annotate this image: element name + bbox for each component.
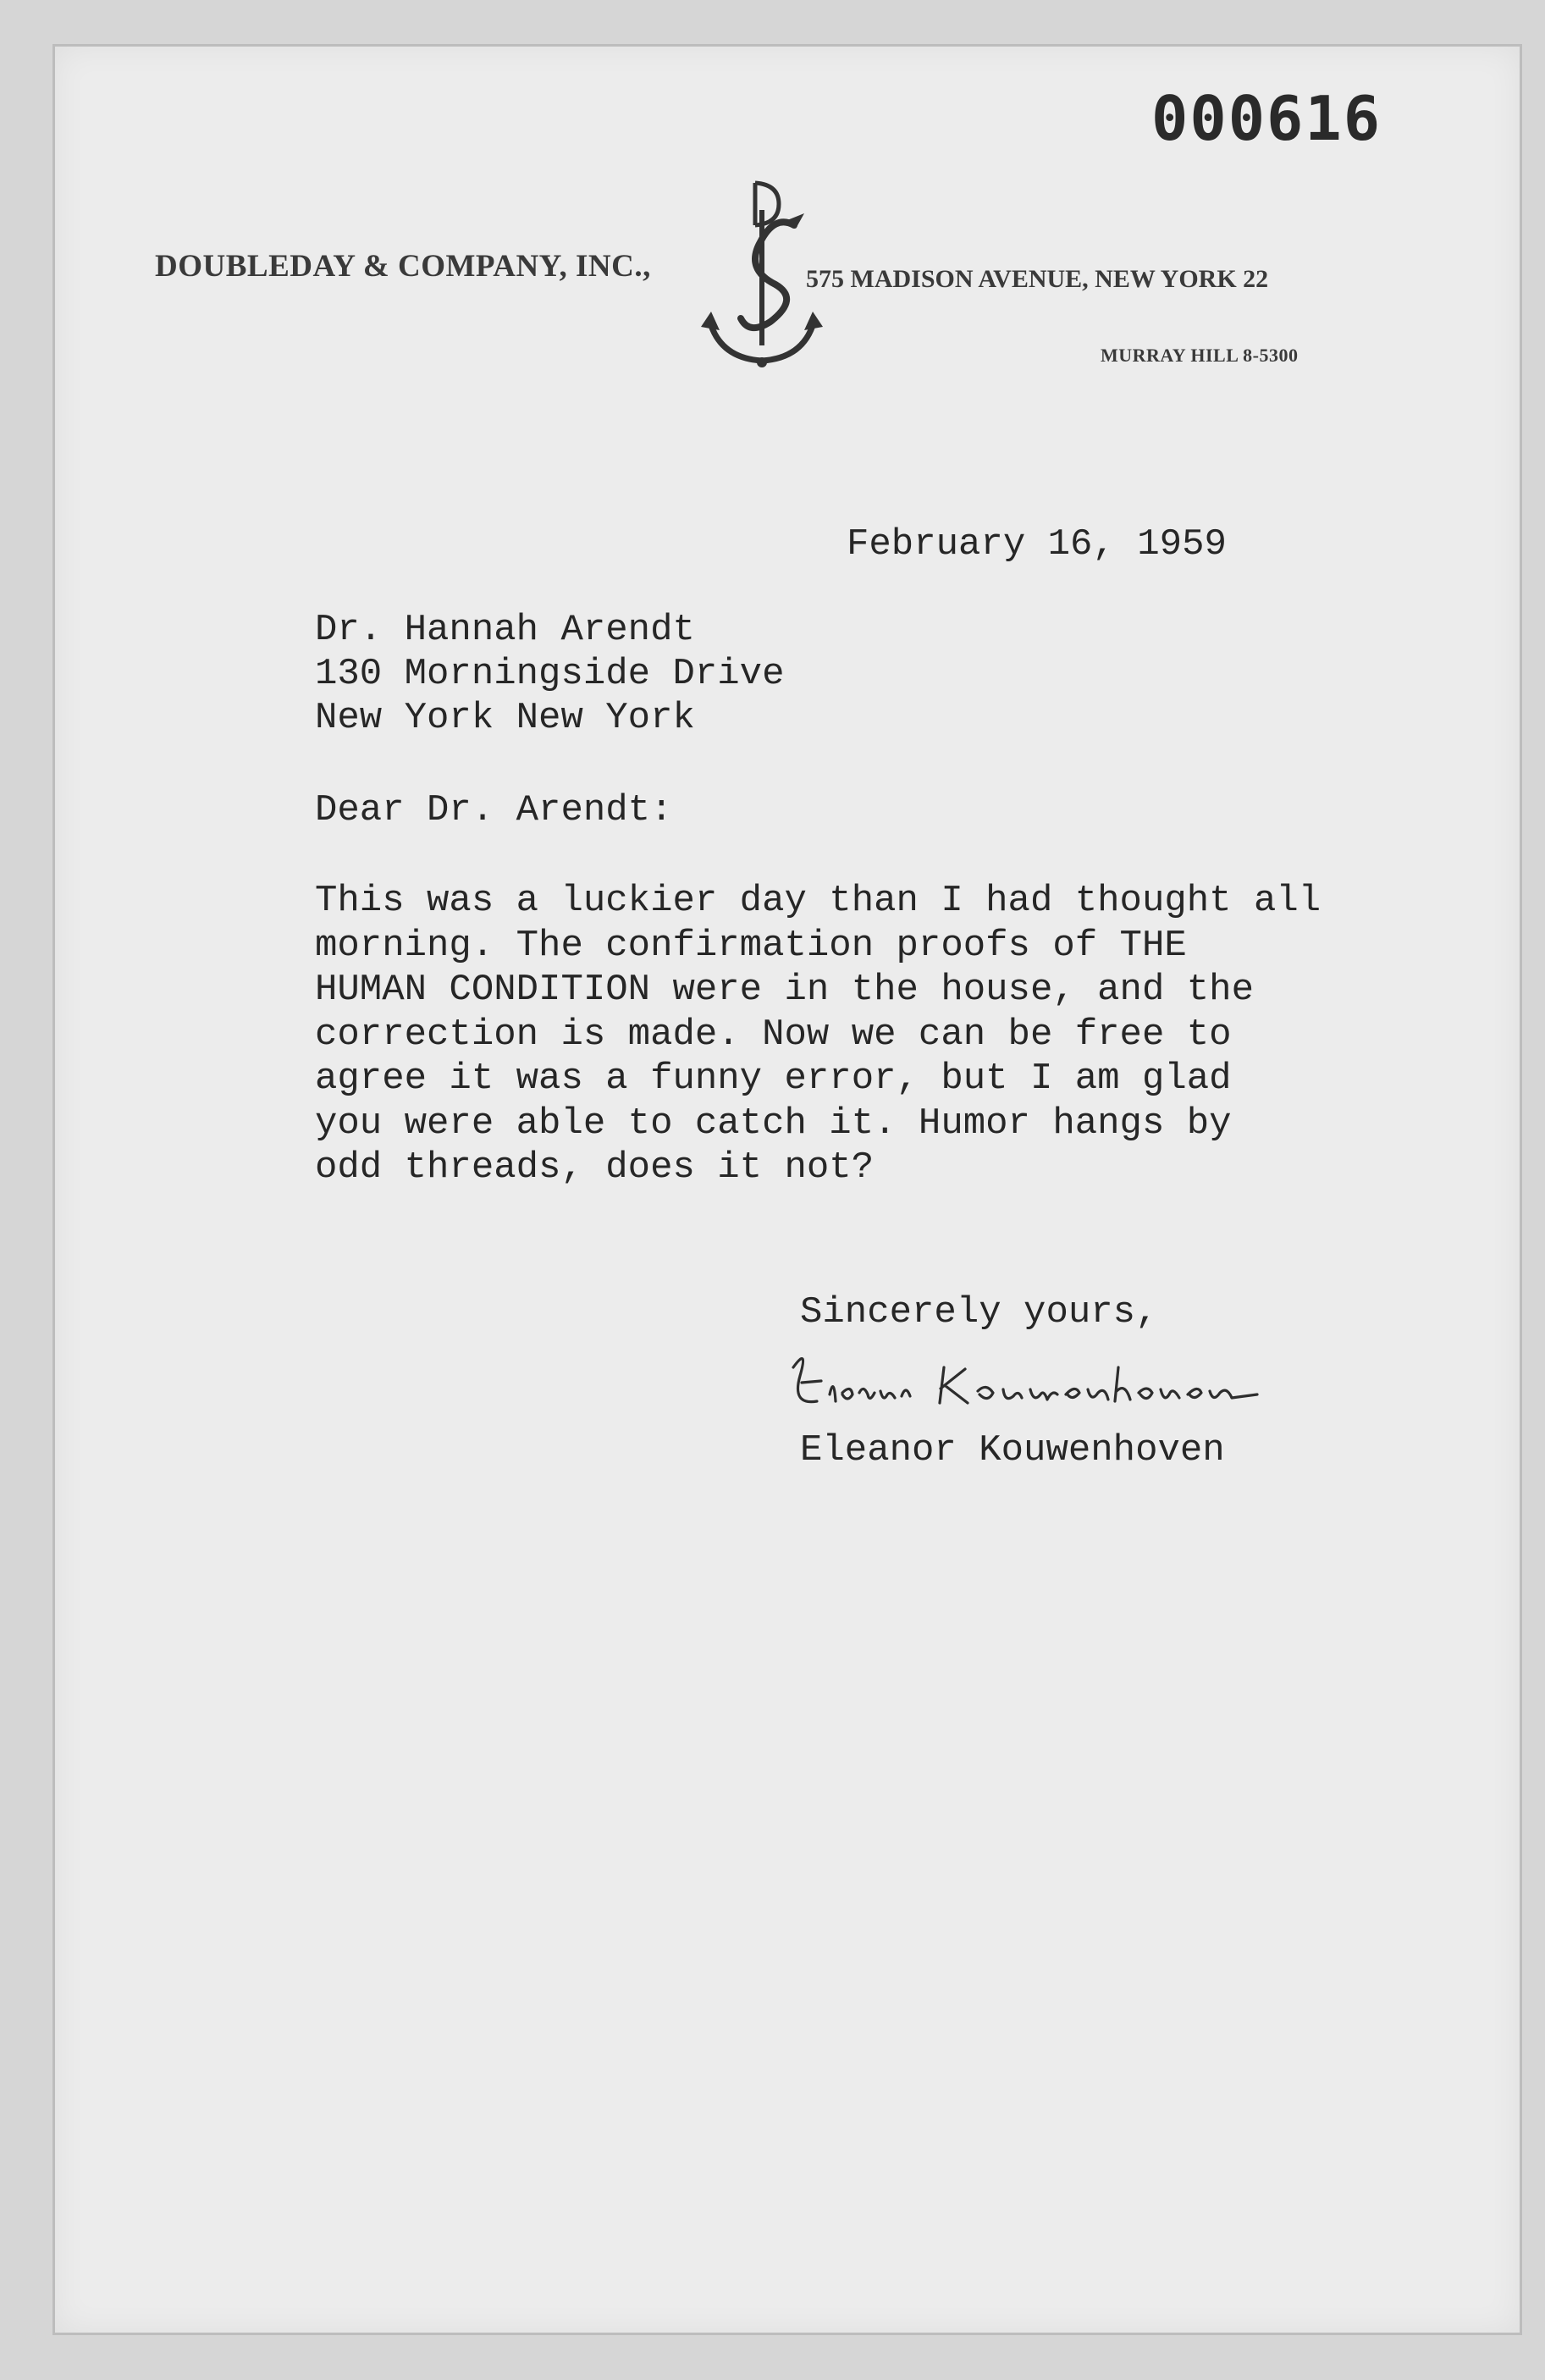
- body-line: HUMAN CONDITION were in the house, and the: [315, 969, 1254, 1011]
- letter-date: February 16, 1959: [847, 523, 1227, 566]
- body-line: correction is made. Now we can be free to: [315, 1013, 1232, 1056]
- body-line: morning. The confirmation proofs of THE: [315, 924, 1187, 967]
- closing: Sincerely yours,: [800, 1291, 1158, 1334]
- letter-body: [315, 879, 1321, 1190]
- salutation: Dear Dr. Arendt:: [315, 789, 673, 831]
- recipient-line: Dr. Hannah Arendt: [315, 609, 695, 651]
- recipient-address: [315, 608, 785, 740]
- handwritten-signature: [783, 1342, 1291, 1427]
- recipient-line: 130 Morningside Drive: [315, 653, 785, 695]
- letterhead-phone: MURRAY HILL 8-5300: [1101, 345, 1299, 366]
- body-line: This was a luckier day than I had thought all: [315, 880, 1322, 922]
- letterhead-company: DOUBLEDAY & COMPANY, INC.,: [155, 249, 651, 284]
- body-line: agree it was a funny error, but I am glad: [315, 1057, 1232, 1100]
- signer-name: Eleanor Kouwenhoven: [800, 1429, 1225, 1472]
- recipient-line: New York New York: [315, 697, 695, 739]
- letterhead-address: 575 MADISON AVENUE, NEW YORK 22: [806, 265, 1269, 293]
- body-line: odd threads, does it not?: [315, 1146, 875, 1189]
- body-line: you were able to catch it. Humor hangs by: [315, 1102, 1232, 1145]
- document-number: 000616: [1151, 83, 1382, 154]
